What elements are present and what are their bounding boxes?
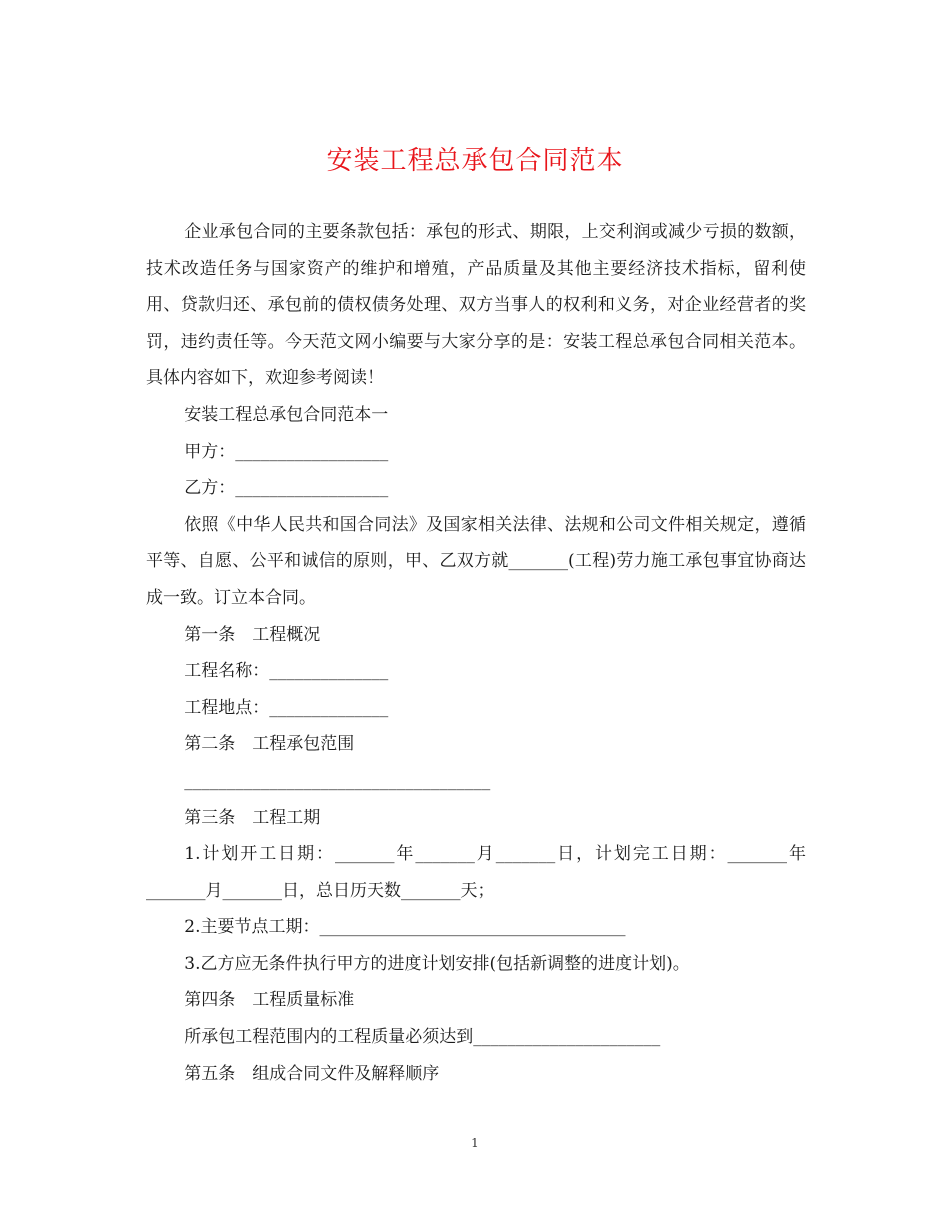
article-3-heading: 第三条 工程工期 (184, 807, 321, 828)
preamble-paragraph: 依照《中华人民共和国合同法》及国家相关法律、法规和公司文件相关规定，遵循平等、自愿、公平和诚信的原则，甲、乙双方就_______(工程)劳力施工承包事宜协商达成一致。订立本合同。 (146, 514, 806, 608)
schedule-compliance-line: 3.乙方应无条件执行甲方的进度计划安排(包括新调整的进度计划)。 (184, 953, 690, 974)
section-heading: 安装工程总承包合同范本一 (184, 404, 389, 425)
project-location-line: 工程地点：______________ (184, 697, 389, 718)
project-name-line: 工程名称：______________ (184, 661, 389, 682)
scope-blank-line: ____________________________________ (184, 770, 491, 791)
party-a-line: 甲方：__________________ (184, 441, 389, 462)
document-title: 安装工程总承包合同范本 (326, 146, 624, 176)
party-b-line: 乙方：__________________ (184, 478, 389, 499)
article-5-heading: 第五条 组成合同文件及解释顺序 (184, 1063, 440, 1084)
document-body (146, 214, 806, 1092)
quality-standard-line: 所承包工程范围内的工程质量必须达到______________________ (184, 1027, 661, 1048)
schedule-dates-paragraph: 1.计划开工日期：_______年_______月_______日，计划完工日期：_______年_______月_______日，总日历天数_______天； (146, 844, 806, 901)
article-4-heading: 第四条 工程质量标准 (184, 990, 355, 1011)
article-1-heading: 第一条 工程概况 (184, 624, 321, 645)
page-number: 1 (471, 1136, 479, 1150)
article-2-heading: 第二条 工程承包范围 (184, 734, 355, 755)
milestone-line: 2.主要节点工期：____________________________________ (184, 917, 626, 938)
intro-paragraph: 企业承包合同的主要条款包括：承包的形式、期限，上交利润或减少亏损的数额，技术改造任务与国家资产的维护和增殖，产品质量及其他主要经济技术指标，留利使用、贷款归还、承包前的债权债务处理、双方当事人的权利和义务，对企业经营者的奖罚，违约责任等。今天范文网小编要与大家分享的是：安装工程总承包合同相关范本。具体内容如下，欢迎参考阅读！ (146, 222, 806, 389)
